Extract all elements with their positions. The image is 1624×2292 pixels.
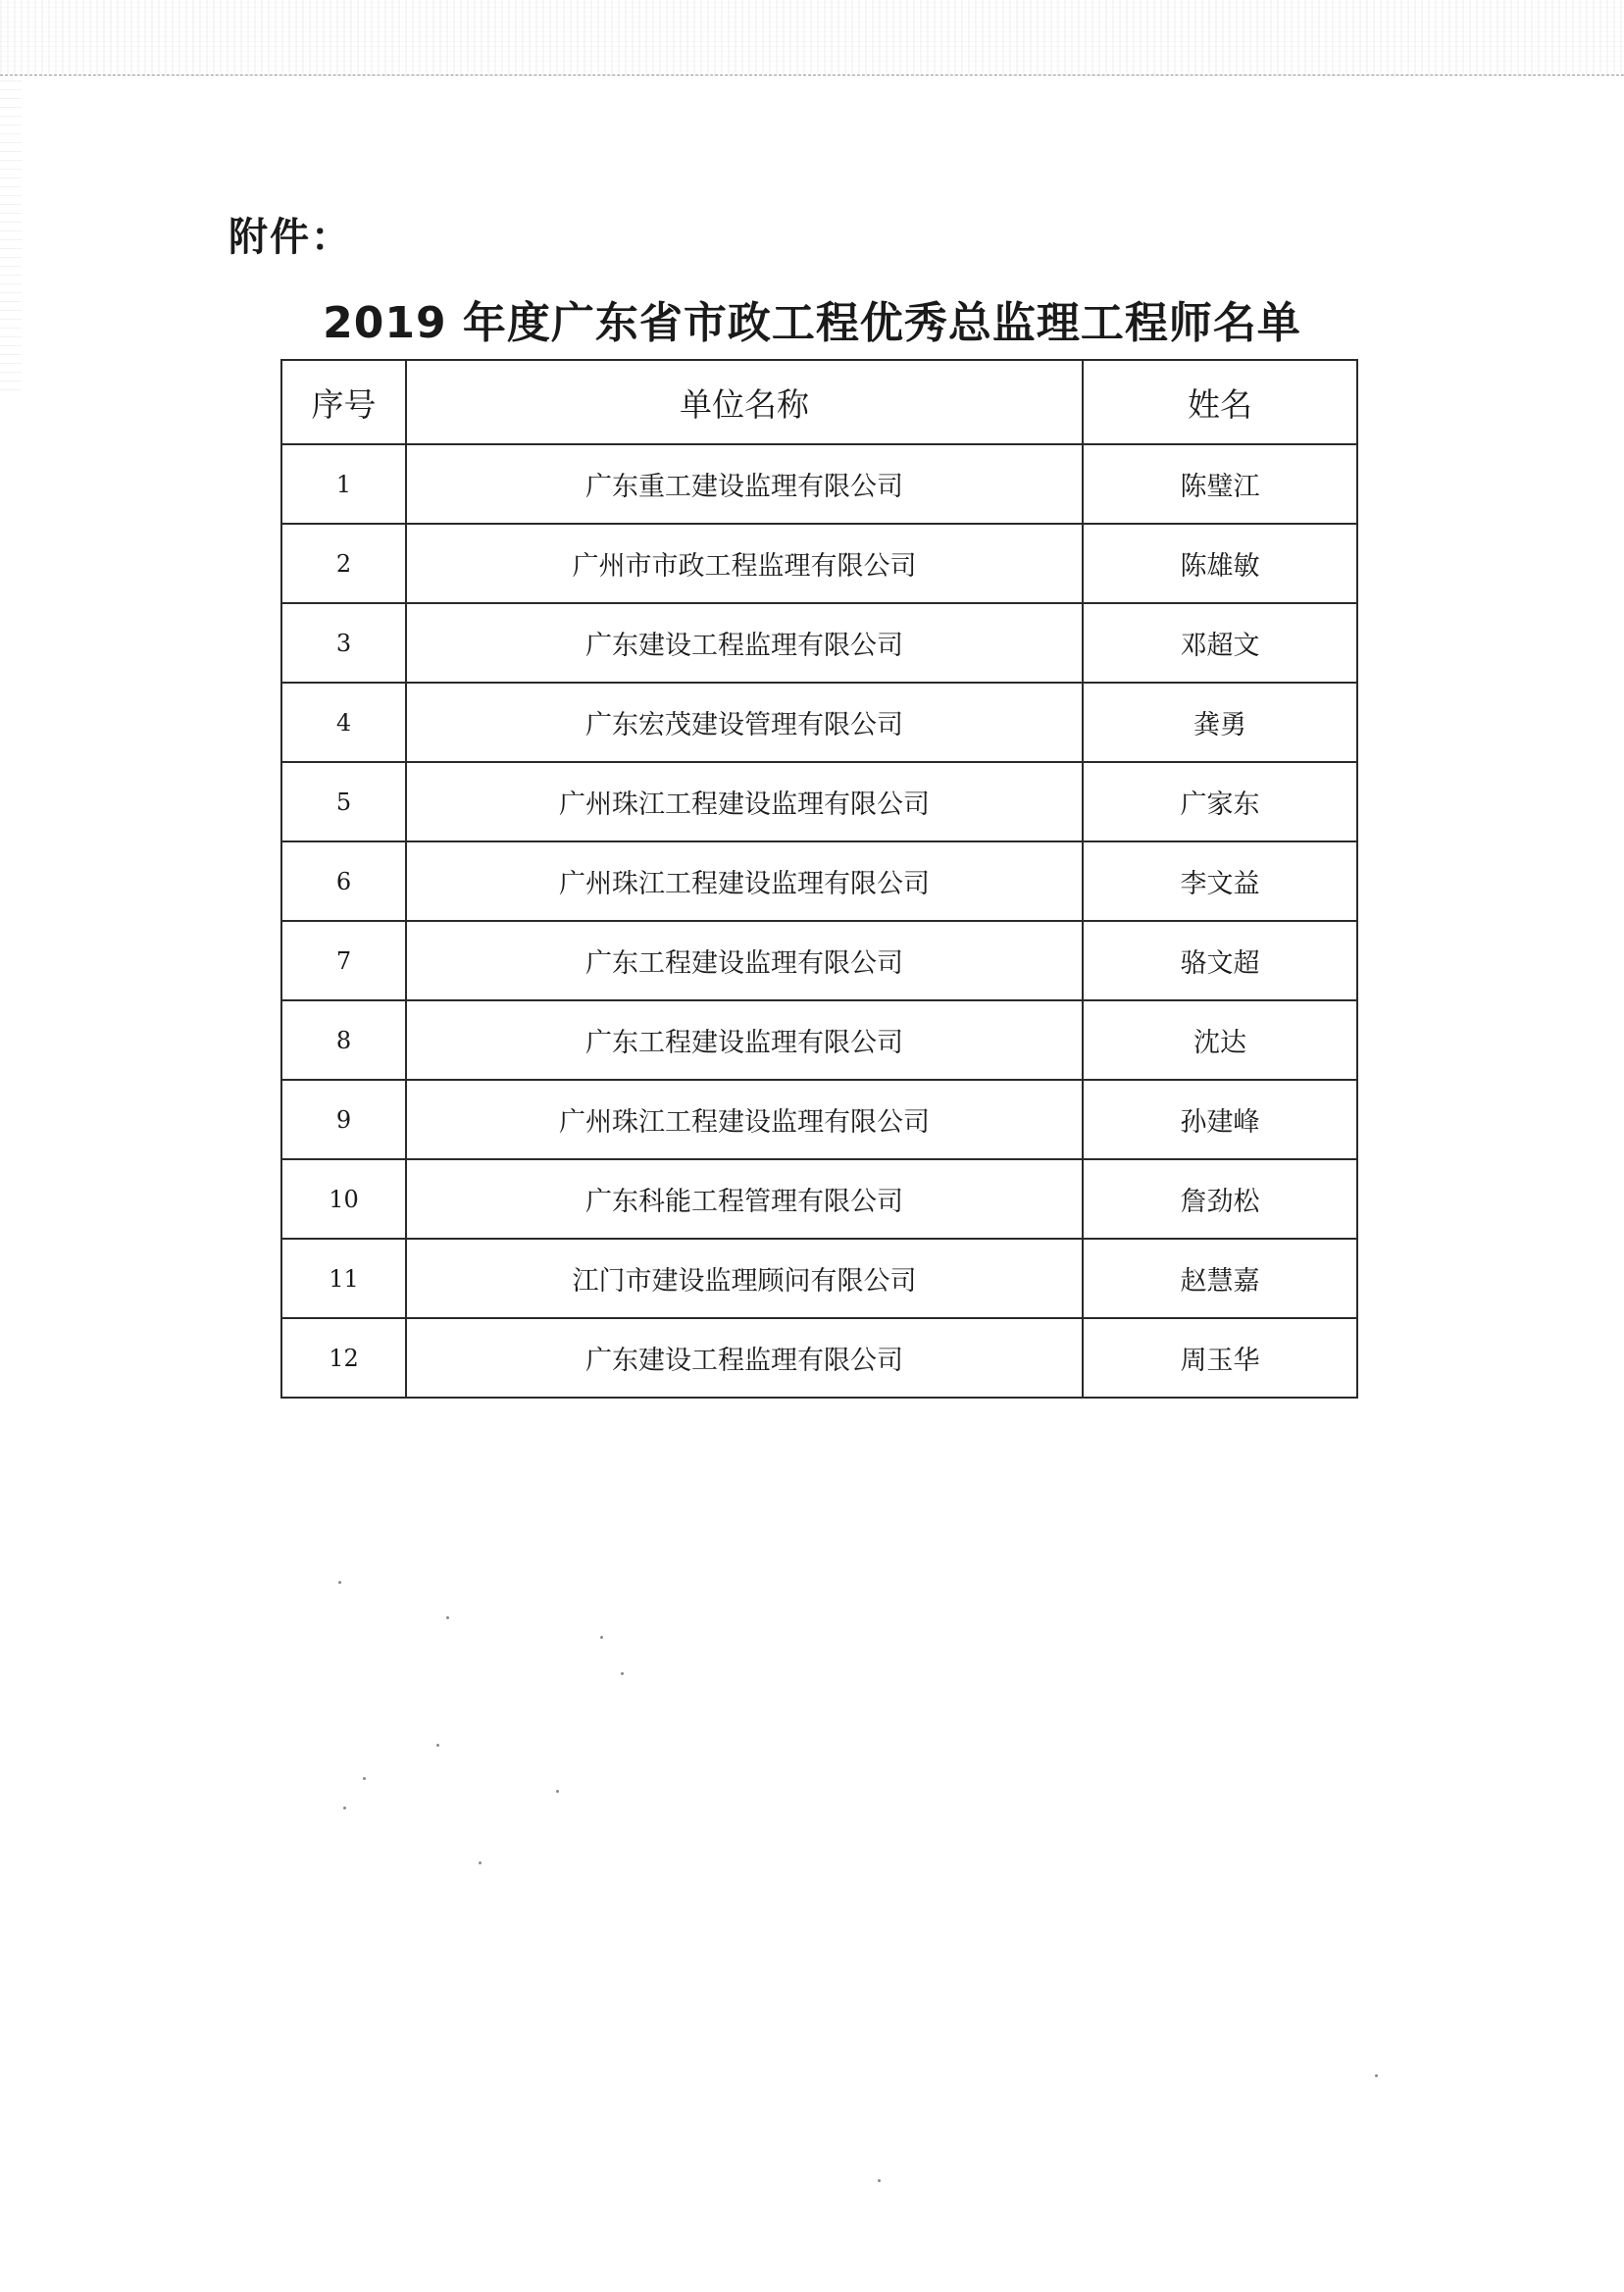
table-row — [281, 1080, 1357, 1159]
document-title: 2019 年度广东省市政工程优秀总监理工程师名单 — [323, 298, 1301, 348]
row-name: 邓超文 — [1083, 603, 1357, 683]
table-row — [281, 1159, 1357, 1239]
row-seq: 10 — [281, 1159, 406, 1239]
table-row — [281, 841, 1357, 921]
row-seq: 9 — [281, 1080, 406, 1159]
row-seq: 7 — [281, 921, 406, 1000]
row-name: 赵慧嘉 — [1083, 1239, 1357, 1318]
table-row — [281, 921, 1357, 1000]
table-row — [281, 1000, 1357, 1080]
row-unit: 广东宏茂建设管理有限公司 — [406, 683, 1083, 762]
table-row — [281, 1239, 1357, 1318]
table-row — [281, 762, 1357, 841]
row-name: 李文益 — [1083, 841, 1357, 921]
row-name: 广家东 — [1083, 762, 1357, 841]
row-seq: 4 — [281, 683, 406, 762]
row-unit: 广州珠江工程建设监理有限公司 — [406, 841, 1083, 921]
scan-speck — [363, 1777, 366, 1780]
row-unit: 广东工程建设监理有限公司 — [406, 1000, 1083, 1080]
row-unit: 广东建设工程监理有限公司 — [406, 1318, 1083, 1398]
row-seq: 11 — [281, 1239, 406, 1318]
row-unit: 广州市市政工程监理有限公司 — [406, 524, 1083, 603]
table-row — [281, 603, 1357, 683]
row-seq: 8 — [281, 1000, 406, 1080]
header-unit: 单位名称 — [406, 360, 1083, 444]
scan-speck — [556, 1790, 559, 1793]
scan-speck — [600, 1636, 603, 1639]
row-unit: 广东科能工程管理有限公司 — [406, 1159, 1083, 1239]
scan-speck — [621, 1672, 624, 1675]
table-row — [281, 444, 1357, 524]
header-name: 姓名 — [1083, 360, 1357, 444]
row-name: 沈达 — [1083, 1000, 1357, 1080]
attachment-label: 附件： — [228, 215, 352, 260]
table-row — [281, 683, 1357, 762]
row-seq: 3 — [281, 603, 406, 683]
row-seq: 6 — [281, 841, 406, 921]
header-seq: 序号 — [281, 360, 406, 444]
row-name: 詹劲松 — [1083, 1159, 1357, 1239]
row-name: 孙建峰 — [1083, 1080, 1357, 1159]
scan-speck — [878, 2179, 881, 2182]
row-name: 周玉华 — [1083, 1318, 1357, 1398]
scan-speck — [479, 1861, 482, 1864]
row-name: 骆文超 — [1083, 921, 1357, 1000]
scan-speck — [343, 1807, 346, 1809]
scan-speck — [338, 1581, 341, 1584]
row-name: 陈雄敏 — [1083, 524, 1357, 603]
row-name: 龚勇 — [1083, 683, 1357, 762]
row-seq: 1 — [281, 444, 406, 524]
table-row — [281, 524, 1357, 603]
scan-speck — [446, 1616, 449, 1619]
row-unit: 广东建设工程监理有限公司 — [406, 603, 1083, 683]
row-seq: 5 — [281, 762, 406, 841]
scan-speck — [1375, 2074, 1378, 2077]
scan-noise-top — [0, 0, 1624, 76]
table-header-row — [281, 360, 1357, 444]
table-row — [281, 1318, 1357, 1398]
row-seq: 2 — [281, 524, 406, 603]
row-seq: 12 — [281, 1318, 406, 1398]
row-unit: 广州珠江工程建设监理有限公司 — [406, 762, 1083, 841]
row-unit: 江门市建设监理顾问有限公司 — [406, 1239, 1083, 1318]
row-unit: 广州珠江工程建设监理有限公司 — [406, 1080, 1083, 1159]
scan-speck — [436, 1744, 439, 1747]
row-unit: 广东工程建设监理有限公司 — [406, 921, 1083, 1000]
scan-edge-line — [0, 75, 1624, 76]
engineer-roster-table — [280, 359, 1358, 1399]
row-unit: 广东重工建设监理有限公司 — [406, 444, 1083, 524]
row-name: 陈璧江 — [1083, 444, 1357, 524]
